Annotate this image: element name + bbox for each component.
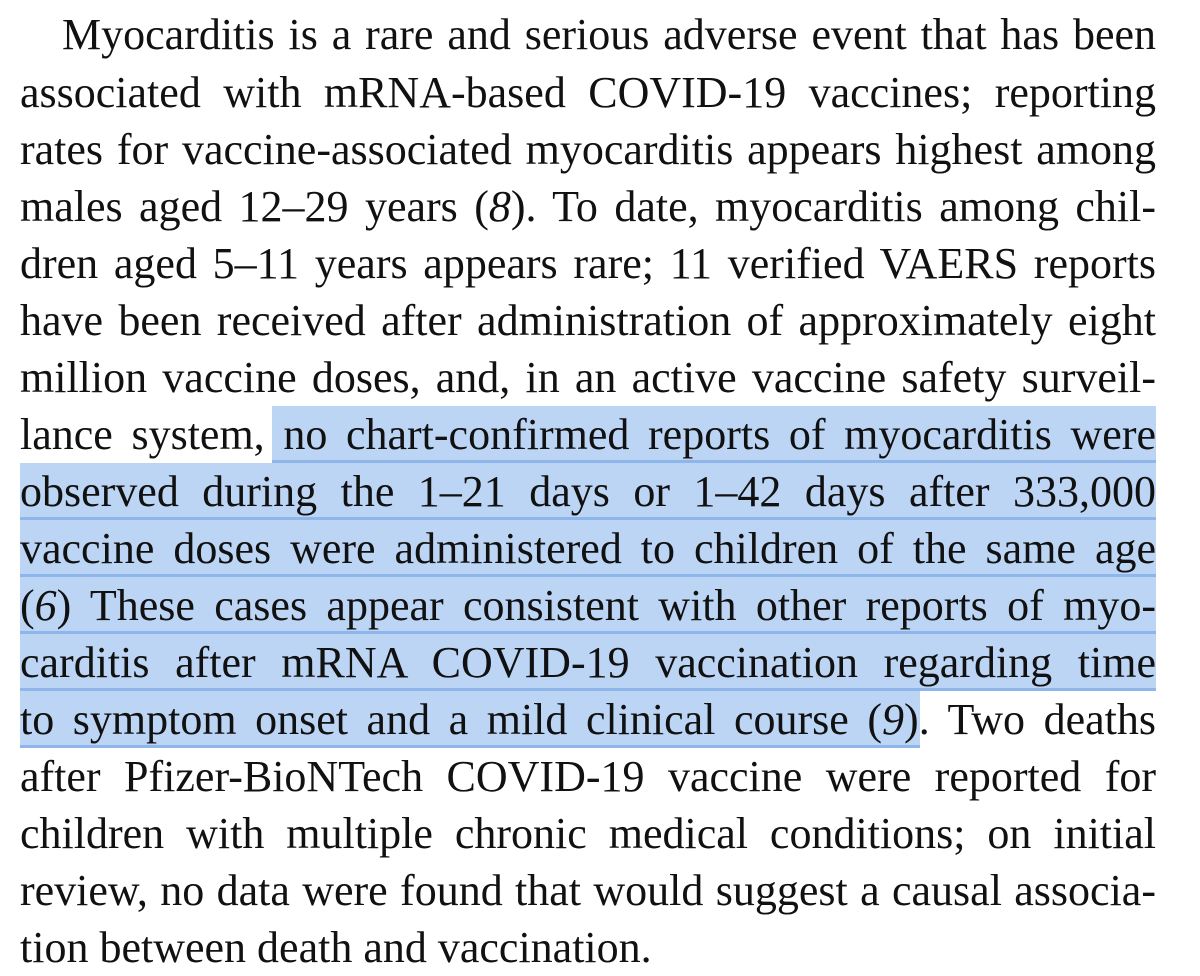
selected-text[interactable]: to symptom onset and a mild clinical course ( xyxy=(20,695,883,744)
paragraph-line-3 xyxy=(20,121,1156,178)
paragraph-line-1 xyxy=(62,6,1156,63)
selected-text[interactable]: ( xyxy=(20,581,35,630)
paragraph-line-12 xyxy=(20,634,1156,691)
paragraph-line-5 xyxy=(20,235,1156,292)
paragraph-line-4 xyxy=(20,178,1156,235)
line-text: rates for vaccine-associated myocarditis appears highest among xyxy=(20,125,1156,174)
line-text: million vaccine doses, and, in an active vaccine safety surveil- xyxy=(20,353,1156,402)
selected-text[interactable]: observed during the 1–21 days or 1–42 days after 333,000 xyxy=(20,467,1156,516)
paragraph-line-6 xyxy=(20,292,1156,349)
paragraph-line-11 xyxy=(20,577,1156,634)
paragraph-line-2 xyxy=(20,64,1156,121)
selected-text[interactable]: carditis after mRNA COVID-19 vaccination regarding time xyxy=(20,638,1156,687)
paragraph-line-8 xyxy=(20,406,1156,463)
citation-ref-6[interactable]: 6 xyxy=(34,581,57,630)
line-text: . Two deaths xyxy=(918,695,1156,744)
paragraph-line-10 xyxy=(20,520,1156,577)
paragraph-line-9 xyxy=(20,463,1156,520)
selected-text[interactable]: no chart-confirmed reports of myocarditis were xyxy=(283,410,1156,459)
line-text: associated with mRNA-based COVID-19 vaccines; reporting xyxy=(20,68,1156,117)
paragraph-line-17 xyxy=(20,919,1156,976)
line-content xyxy=(20,577,1156,634)
line-text: review, no data were found that would suggest a causal associa- xyxy=(20,866,1156,915)
line-text: ). To date, myocarditis among chil- xyxy=(510,182,1156,231)
line-text: tion between death and vaccination. xyxy=(20,923,652,972)
paragraph-line-16 xyxy=(20,862,1156,919)
line-text: have been received after administration of approximately eight xyxy=(20,296,1156,345)
line-text: males aged 12–29 years ( xyxy=(20,182,489,231)
paragraph-line-14 xyxy=(20,748,1156,805)
selected-text[interactable]: vaccine doses were administered to children of the same age xyxy=(20,524,1156,573)
line-text: dren aged 5–11 years appears rare; 11 verified VAERS reports xyxy=(20,239,1156,288)
paragraph-line-7 xyxy=(20,349,1156,406)
selected-text[interactable]: ) These cases appear consistent with other reports of myo- xyxy=(56,581,1156,630)
line-content xyxy=(20,406,1156,463)
line-text: Myocarditis is a rare and serious adverse event that has been xyxy=(62,10,1156,59)
line-text: lance system, xyxy=(20,410,284,459)
paragraph-line-13 xyxy=(20,691,1156,748)
selected-text[interactable]: ) xyxy=(904,695,919,744)
line-text: children with multiple chronic medical conditions; on initial xyxy=(20,809,1156,858)
line-content xyxy=(20,691,1156,748)
line-content xyxy=(20,634,1156,691)
paragraph-line-15 xyxy=(20,805,1156,862)
line-content xyxy=(20,463,1156,520)
citation-ref-9[interactable]: 9 xyxy=(882,695,905,744)
citation-ref-8[interactable]: 8 xyxy=(488,182,511,231)
line-text: after Pfizer-BioNTech COVID-19 vaccine were reported for xyxy=(20,752,1156,801)
line-content xyxy=(20,520,1156,577)
